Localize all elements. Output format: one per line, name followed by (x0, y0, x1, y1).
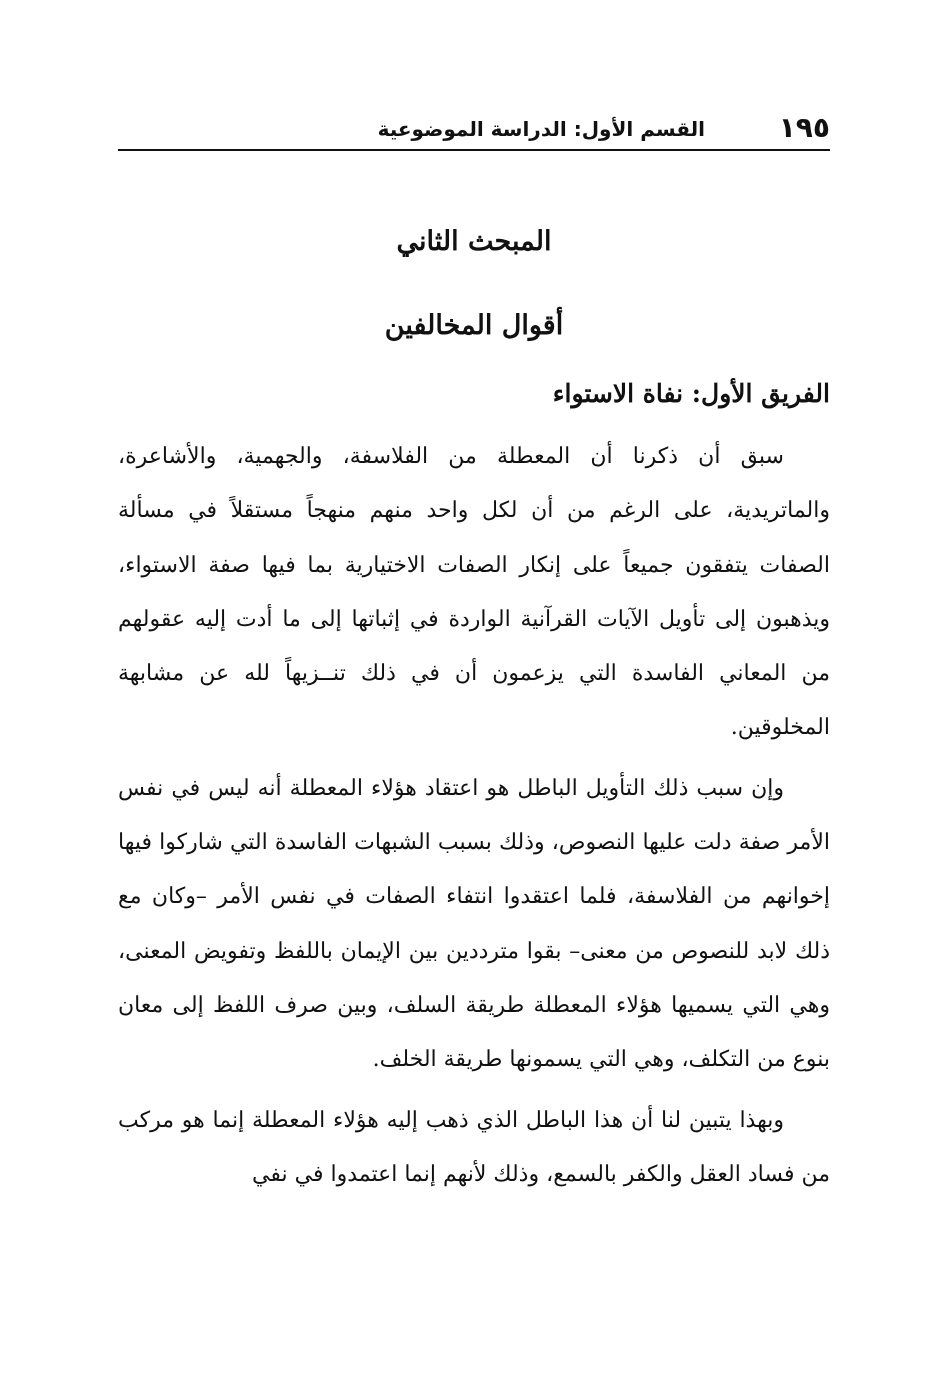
page-number: ١٩٥ (778, 111, 830, 144)
paragraph: وإن سبب ذلك التأويل الباطل هو اعتقاد هؤلاء المعطلة أنه ليس في نفس الأمر صفة دلت عليها النصوص، وذلك بسبب الشبهات الفاسدة التي شاركوا فيها إخوانهم من الفلاسفة، فلما اعتقدوا انتفاء الصفات في نفس الأمر –وكان مع ذلك لابد للنصوص من معنى– بقوا مترددين بين الإيمان باللفظ وتفويض المعنى، وهي التي يسميها هؤلاء المعطلة طريقة السلف، وبين صرف اللفظ إلى معان بنوع من التكلف، وهي التي يسمونها طريقة الخلف. (118, 775, 831, 1073)
group-subheading: الفريق الأول: نفاة الاستواء (552, 379, 830, 408)
header-divider (118, 149, 830, 151)
paragraph: وبهذا يتبين لنا أن هذا الباطل الذي ذهب إليه هؤلاء المعطلة إنما هو مركب من فساد العقل والكفر بالسمع، وذلك لأنهم إنما اعتمدوا في نفي (118, 1107, 830, 1187)
paragraph: سبق أن ذكرنا أن المعطلة من الفلاسفة، والجهمية، والأشاعرة، والماتريدية، على الرغم من أن لكل واحد منهم منهجاً مستقلاً في مسألة الصفات يتفقون جميعاً على إنكار الصفات الاختيارية بما فيها صفة الاستواء، ويذهبون إلى تأويل الآيات القرآنية الواردة في إثباتها إلى ما أدت إليه عقولهم من المعاني الفاسدة التي يزعمون أن في ذلك تنــزيهاً لله عن مشابهة المخلوقين. (118, 444, 830, 741)
running-header (118, 108, 830, 150)
subject-heading: أقوال المخالفين (384, 310, 564, 341)
chapter-heading: المبحث الثاني (396, 226, 552, 257)
body-text (118, 430, 830, 1208)
section-title: القسم الأول: الدراسة الموضوعية (377, 117, 705, 141)
